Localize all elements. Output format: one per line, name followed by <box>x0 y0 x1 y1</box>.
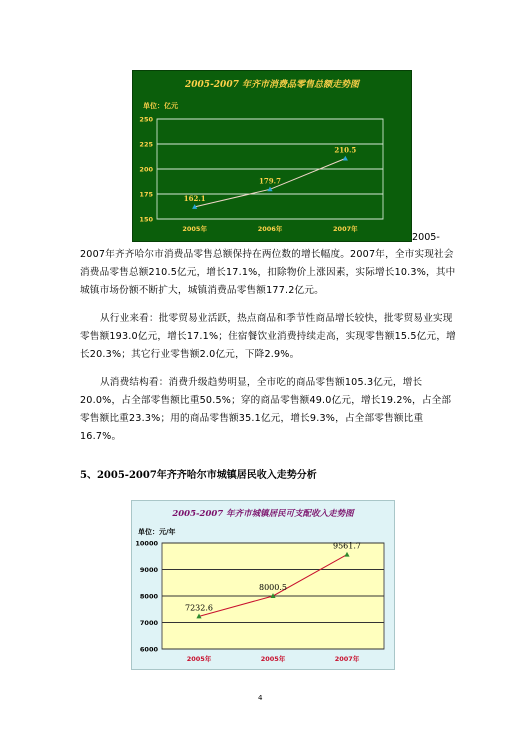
x-tick-label: 2006年 <box>257 225 283 233</box>
paragraph-structure: 从消费结构看：消费升级趋势明显，全市吃的商品零售额105.3亿元，增长20.0%，占全部零售额比重50.5%；穿的商品零售额49.0亿元，增长19.2%，占全部零售额比重23.3%；用的商品零售额35.1亿元，增长9.3%，占全部零售额比重16.7%。 <box>80 377 452 442</box>
y-tick-label: 10000 <box>135 539 158 548</box>
x-tick-label: 2005年 <box>260 655 286 663</box>
chart-plot <box>132 501 394 669</box>
data-label: 7232.6 <box>185 603 213 613</box>
data-label: 9561.7 <box>333 541 361 551</box>
x-tick-label: 2005年 <box>186 655 212 663</box>
chart-unit-label: 单位：元/年 <box>138 528 176 536</box>
y-tick-label: 175 <box>139 190 153 199</box>
y-tick-label: 8000 <box>139 592 158 601</box>
y-tick-label: 7000 <box>139 619 158 627</box>
y-tick-label: 200 <box>139 165 153 174</box>
body-text-fragment: 2005- <box>412 232 440 243</box>
y-tick-label: 150 <box>139 215 153 224</box>
data-label: 8000.5 <box>259 582 287 592</box>
chart-plot <box>133 71 411 241</box>
chart-title: 2005-2007 年齐市城镇居民可支配收入走势图 <box>172 509 354 519</box>
income-chart <box>131 500 395 670</box>
section-heading: 5、2005-2007年齐齐哈尔市城镇居民收入走势分析 <box>80 470 317 481</box>
x-tick-label: 2007年 <box>333 225 358 233</box>
retail-sales-chart <box>132 70 412 242</box>
y-tick-label: 250 <box>139 115 153 124</box>
data-label: 162.1 <box>183 193 206 203</box>
y-tick-label: 225 <box>139 140 153 149</box>
y-tick-label: 9000 <box>139 566 158 574</box>
x-tick-label: 2005年 <box>182 225 207 233</box>
data-label: 210.5 <box>334 145 357 155</box>
paragraph-retail-total: 2007年齐齐哈尔市消费品零售总额保持在两位数的增长幅度。2007年，全市实现社会消费品零售总额210.5亿元，增长17.1%，扣除物价上涨因素，实际增长10.3%，其中城镇市场份额不断扩大，城镇消费品零售额177.2亿元。 <box>80 249 456 296</box>
data-label: 179.7 <box>259 176 281 186</box>
page-number: 4 <box>258 694 263 702</box>
x-tick-label: 2007年 <box>334 655 360 663</box>
chart-unit-label: 单位：亿元 <box>143 102 178 110</box>
chart-title: 2005-2007 年齐市消费品零售总额走势图 <box>185 80 359 90</box>
paragraph-industry: 从行业来看：批零贸易业活跃，热点商品和季节性商品增长较快，批零贸易业实现零售额193.0亿元，增长17.1%；住宿餐饮业消费持续走高，实现零售额15.5亿元，增长20.3%；其它行业零售额2.0亿元，下降2.9%。 <box>80 313 456 360</box>
y-tick-label: 6000 <box>139 645 158 654</box>
